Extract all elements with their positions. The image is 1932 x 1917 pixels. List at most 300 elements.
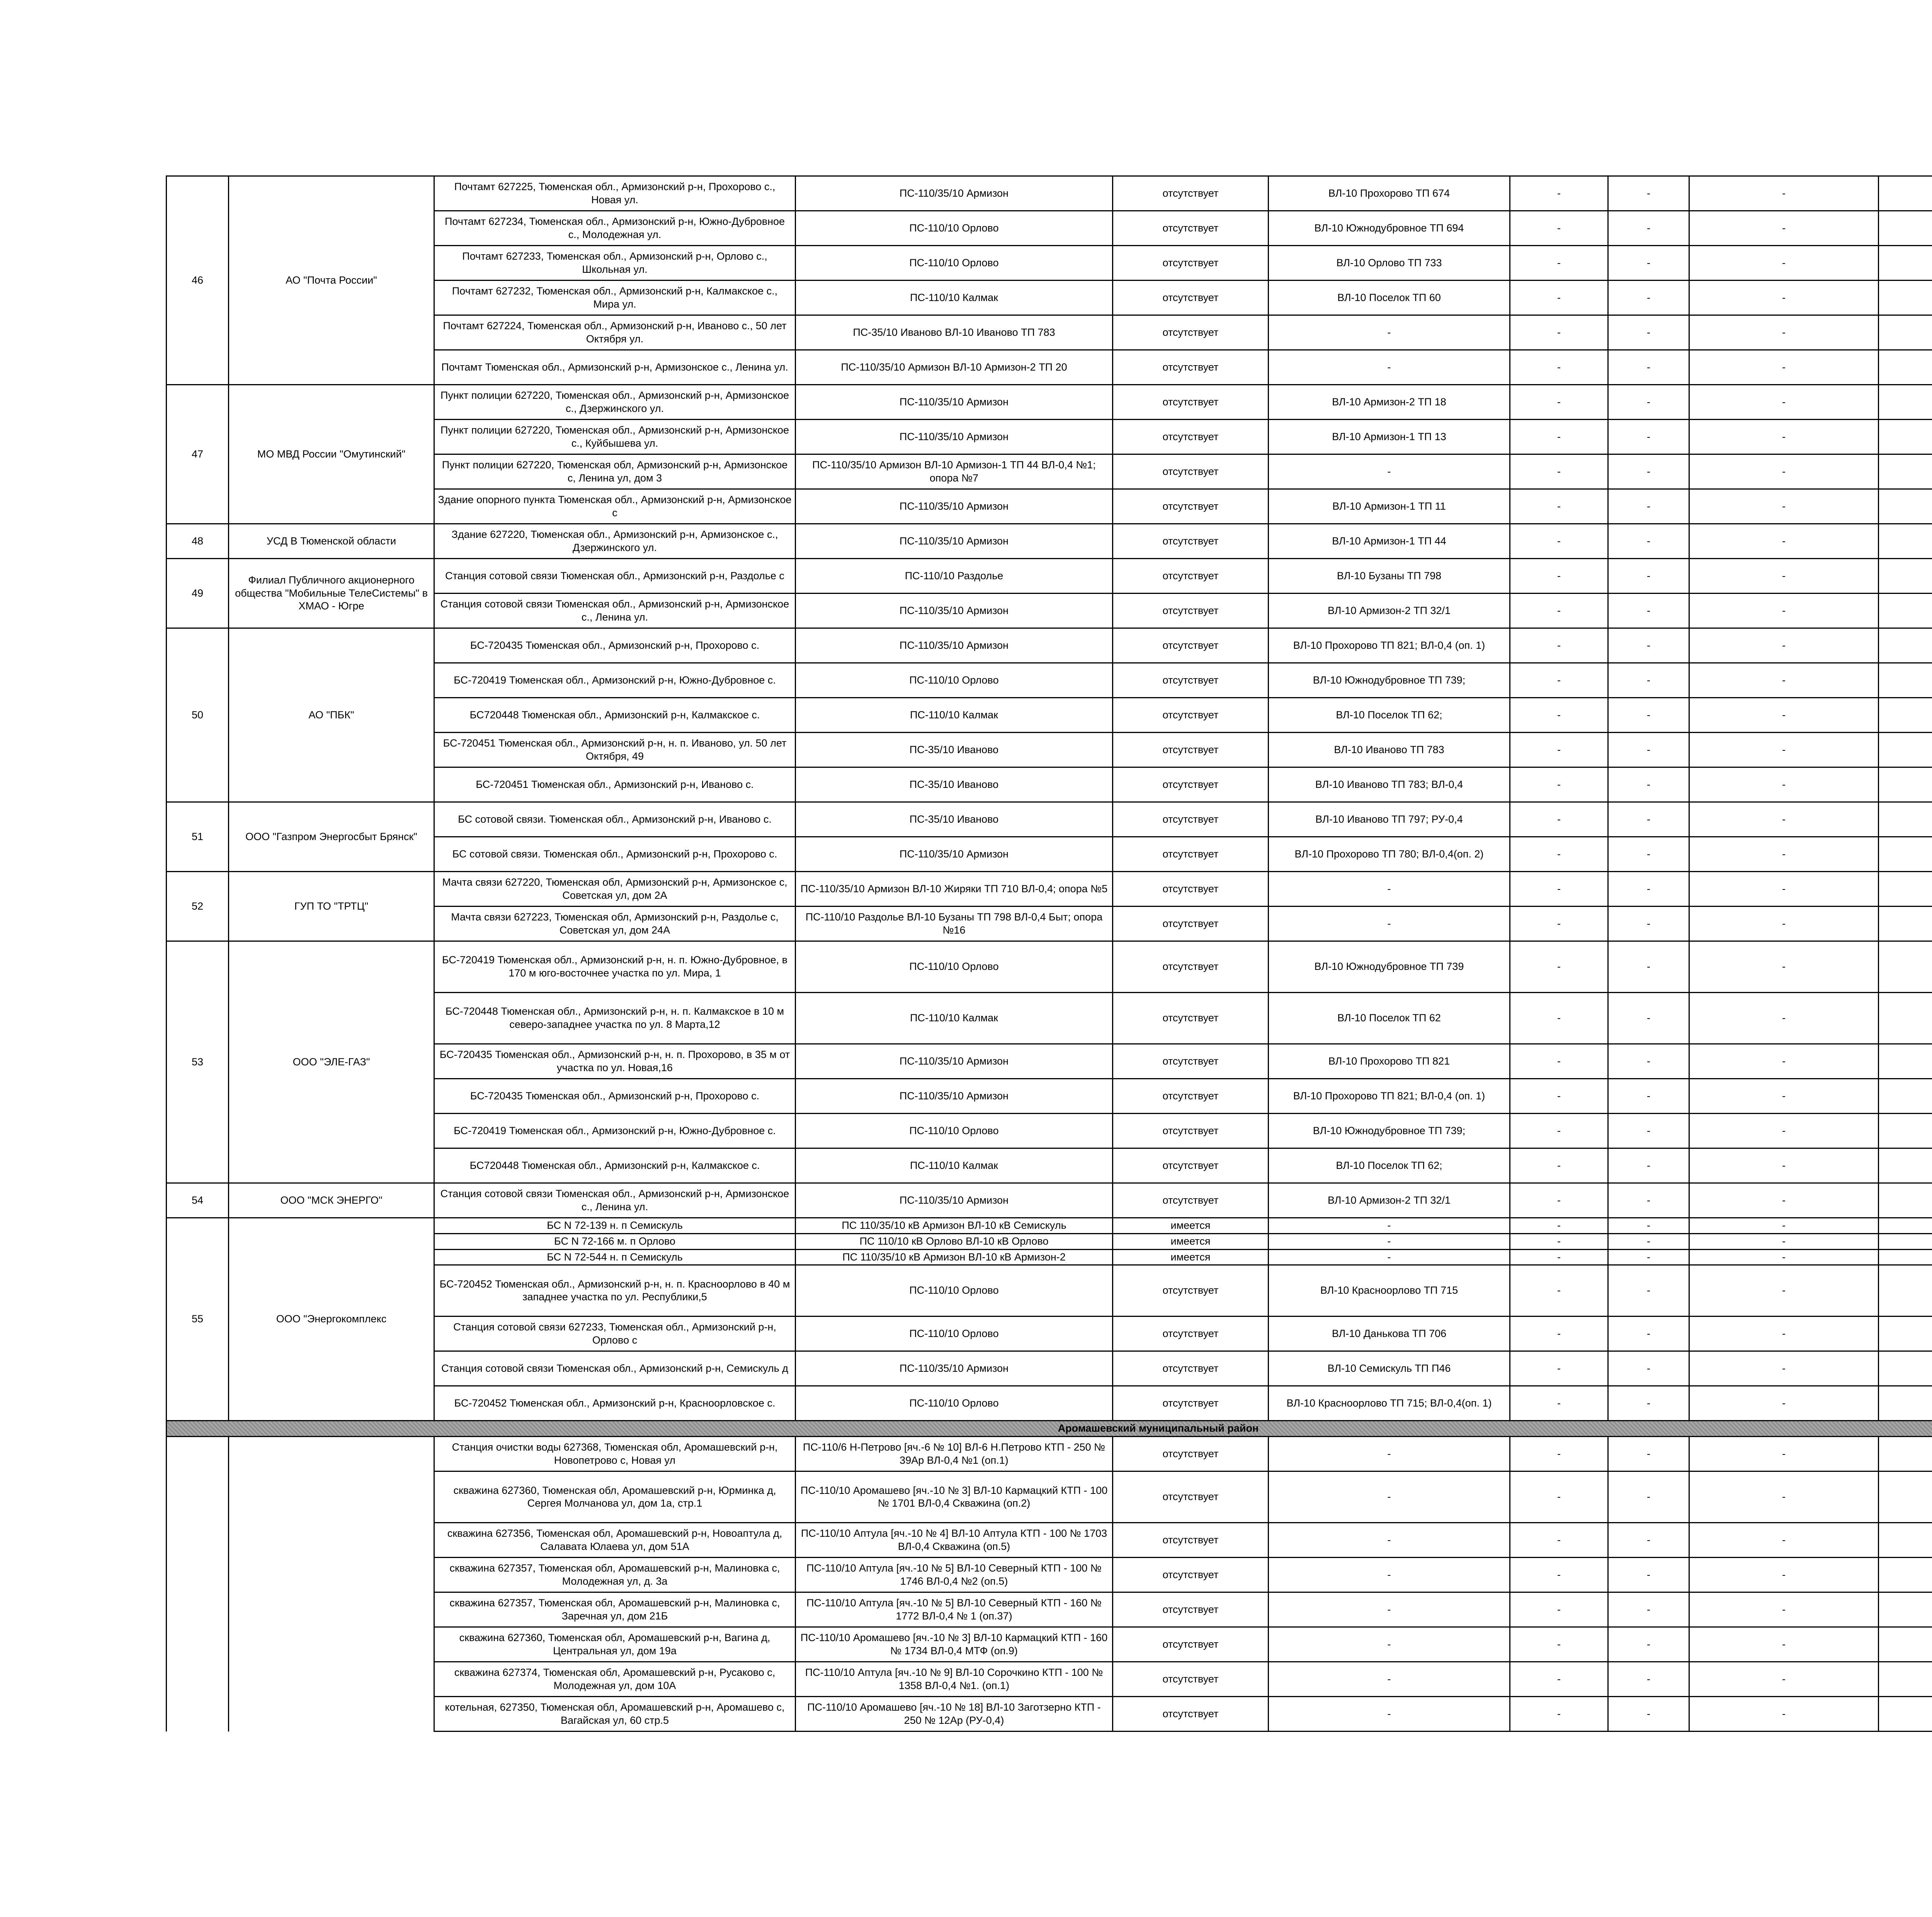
empty-value-cell bbox=[1879, 1523, 1932, 1558]
status-cell: отсутствует bbox=[1113, 767, 1269, 802]
empty-value-cell bbox=[1879, 524, 1932, 559]
empty-value-cell: - bbox=[1689, 1183, 1879, 1218]
status-cell: отсутствует bbox=[1113, 176, 1269, 211]
empty-value-cell: - bbox=[1689, 420, 1879, 454]
object-cell: БС-720435 Тюменская обл., Армизонский р-н, н. п. Прохорово, в 35 м от участка по ул. Новая,16 bbox=[434, 1044, 796, 1079]
organization-cell: АО "Почта России" bbox=[229, 176, 434, 385]
organization-cell: МО МВД России "Омутинский" bbox=[229, 385, 434, 524]
status-cell: отсутствует bbox=[1113, 1265, 1269, 1317]
empty-value-cell: - bbox=[1689, 1558, 1879, 1592]
row-number-cell: 47 bbox=[167, 385, 229, 524]
empty-value-cell: - bbox=[1510, 1183, 1608, 1218]
table-row bbox=[167, 1183, 1932, 1218]
status-cell: отсутствует bbox=[1113, 1317, 1269, 1351]
empty-value-cell: - bbox=[1689, 767, 1879, 802]
empty-value-cell: - bbox=[1510, 454, 1608, 489]
substation-cell: ПС-110/10 Аромашево [яч.-10 № 3] ВЛ-10 Кармацкий КТП - 100 № 1701 ВЛ-0,4 Скважина (оп.2) bbox=[796, 1471, 1113, 1523]
row-number-cell: 51 bbox=[167, 802, 229, 872]
empty-value-cell: - bbox=[1510, 281, 1608, 315]
empty-value-cell bbox=[1879, 1437, 1932, 1471]
status-cell: отсутствует bbox=[1113, 628, 1269, 663]
empty-value-cell bbox=[1879, 489, 1932, 524]
object-cell: Станция сотовой связи Тюменская обл., Армизонский р-н, Армизонское с., Ленина ул. bbox=[434, 1183, 796, 1218]
table-row bbox=[167, 559, 1932, 594]
empty-value-cell: - bbox=[1689, 837, 1879, 872]
empty-value-cell: - bbox=[1608, 1317, 1689, 1351]
line-cell: ВЛ-10 Южнодубровное ТП 739 bbox=[1269, 941, 1510, 993]
line-cell: ВЛ-10 Данькова ТП 706 bbox=[1269, 1317, 1510, 1351]
empty-value-cell: - bbox=[1689, 1697, 1879, 1732]
empty-value-cell bbox=[1879, 628, 1932, 663]
object-cell: скважина 627360, Тюменская обл, Аромашевский р-н, Юрминка д, Сергея Молчанова ул, дом 1а, стр.1 bbox=[434, 1471, 796, 1523]
empty-value-cell bbox=[1879, 315, 1932, 350]
object-cell: БС720448 Тюменская обл., Армизонский р-н, Калмакское с. bbox=[434, 1148, 796, 1183]
empty-value-cell: - bbox=[1689, 1148, 1879, 1183]
empty-value-cell: - bbox=[1689, 1523, 1879, 1558]
line-cell: ВЛ-10 Южнодубровное ТП 739; bbox=[1269, 1114, 1510, 1148]
line-cell: ВЛ-10 Армизон-2 ТП 32/1 bbox=[1269, 594, 1510, 628]
empty-value-cell: - bbox=[1608, 941, 1689, 993]
empty-value-cell: - bbox=[1608, 281, 1689, 315]
object-cell: БС-720435 Тюменская обл., Армизонский р-н, Прохорово с. bbox=[434, 628, 796, 663]
empty-value-cell: - bbox=[1608, 1386, 1689, 1421]
status-cell: отсутствует bbox=[1113, 907, 1269, 941]
status-cell: отсутствует bbox=[1113, 733, 1269, 767]
line-cell: - bbox=[1269, 1437, 1510, 1471]
empty-value-cell bbox=[1879, 1114, 1932, 1148]
substation-cell: ПС-110/35/10 Армизон bbox=[796, 837, 1113, 872]
line-cell: ВЛ-10 Семискуль ТП П46 bbox=[1269, 1351, 1510, 1386]
object-cell: Станция сотовой связи 627233, Тюменская обл., Армизонский р-н, Орлово с bbox=[434, 1317, 796, 1351]
status-cell: отсутствует bbox=[1113, 1558, 1269, 1592]
row-number-cell: 55 bbox=[167, 1218, 229, 1421]
empty-value-cell: - bbox=[1608, 1471, 1689, 1523]
object-cell: Станция сотовой связи Тюменская обл., Армизонский р-н, Раздолье с bbox=[434, 559, 796, 594]
line-cell: - bbox=[1269, 1233, 1510, 1249]
substation-cell: ПС-110/10 Калмак bbox=[796, 698, 1113, 733]
substation-cell: ПС-110/35/10 Армизон bbox=[796, 176, 1113, 211]
empty-value-cell bbox=[1879, 246, 1932, 281]
status-cell: отсутствует bbox=[1113, 281, 1269, 315]
substation-cell: ПС-110/10 Орлово bbox=[796, 1317, 1113, 1351]
empty-value-cell bbox=[1879, 1317, 1932, 1351]
empty-value-cell: - bbox=[1608, 698, 1689, 733]
empty-value-cell bbox=[1879, 1218, 1932, 1234]
empty-value-cell bbox=[1879, 1627, 1932, 1662]
empty-value-cell: - bbox=[1689, 1114, 1879, 1148]
empty-value-cell: - bbox=[1510, 489, 1608, 524]
object-cell: Пункт полиции 627220, Тюменская обл., Армизонский р-н, Армизонское с., Дзержинского ул. bbox=[434, 385, 796, 420]
status-cell: отсутствует bbox=[1113, 315, 1269, 350]
line-cell: ВЛ-10 Иваново ТП 783; ВЛ-0,4 bbox=[1269, 767, 1510, 802]
line-cell: ВЛ-10 Поселок ТП 60 bbox=[1269, 281, 1510, 315]
substation-cell: ПС 110/10 кВ Орлово ВЛ-10 кВ Орлово bbox=[796, 1233, 1113, 1249]
object-cell: скважина 627357, Тюменская обл, Аромашевский р-н, Малиновка с, Молодежная ул, д. 3а bbox=[434, 1558, 796, 1592]
substation-cell: ПС-110/10 Орлово bbox=[796, 1265, 1113, 1317]
empty-value-cell: - bbox=[1510, 1558, 1608, 1592]
object-cell: скважина 627360, Тюменская обл, Аромашевский р-н, Вагина д, Центральная ул, дом 19а bbox=[434, 1627, 796, 1662]
empty-value-cell: - bbox=[1608, 1558, 1689, 1592]
object-cell: БС N 72-166 м. п Орлово bbox=[434, 1233, 796, 1249]
row-number-cell: 49 bbox=[167, 559, 229, 628]
table-row bbox=[167, 872, 1932, 907]
line-cell: ВЛ-10 Армизон-2 ТП 18 bbox=[1269, 385, 1510, 420]
organization-cell: УСД В Тюменской области bbox=[229, 524, 434, 559]
empty-value-cell: - bbox=[1689, 211, 1879, 246]
empty-value-cell: - bbox=[1510, 993, 1608, 1044]
empty-value-cell: - bbox=[1689, 350, 1879, 385]
empty-value-cell: - bbox=[1608, 524, 1689, 559]
line-cell: ВЛ-10 Армизон-1 ТП 44 bbox=[1269, 524, 1510, 559]
row-number-cell: 50 bbox=[167, 628, 229, 802]
status-cell: отсутствует bbox=[1113, 802, 1269, 837]
object-cell: БС-720419 Тюменская обл., Армизонский р-н, Южно-Дубровное с. bbox=[434, 1114, 796, 1148]
line-cell: ВЛ-10 Армизон-1 ТП 11 bbox=[1269, 489, 1510, 524]
status-cell: отсутствует bbox=[1113, 941, 1269, 993]
status-cell: отсутствует bbox=[1113, 993, 1269, 1044]
status-cell: отсутствует bbox=[1113, 1044, 1269, 1079]
empty-value-cell: - bbox=[1510, 524, 1608, 559]
empty-value-cell: - bbox=[1510, 594, 1608, 628]
line-cell: ВЛ-10 Орлово ТП 733 bbox=[1269, 246, 1510, 281]
empty-value-cell: - bbox=[1608, 315, 1689, 350]
empty-value-cell bbox=[1879, 1558, 1932, 1592]
status-cell: отсутствует bbox=[1113, 1351, 1269, 1386]
substation-cell: ПС-35/10 Иваново ВЛ-10 Иваново ТП 783 bbox=[796, 315, 1113, 350]
status-cell: отсутствует bbox=[1113, 698, 1269, 733]
empty-value-cell: - bbox=[1510, 941, 1608, 993]
substation-cell: ПС-35/10 Иваново bbox=[796, 767, 1113, 802]
empty-value-cell: - bbox=[1510, 176, 1608, 211]
empty-value-cell: - bbox=[1689, 1627, 1879, 1662]
empty-value-cell bbox=[1879, 802, 1932, 837]
empty-value-cell: - bbox=[1608, 385, 1689, 420]
line-cell: - bbox=[1269, 907, 1510, 941]
status-cell: отсутствует bbox=[1113, 1437, 1269, 1471]
empty-value-cell: - bbox=[1510, 246, 1608, 281]
substation-cell: ПС-110/10 Калмак bbox=[796, 993, 1113, 1044]
empty-value-cell: - bbox=[1510, 1233, 1608, 1249]
empty-value-cell: - bbox=[1510, 315, 1608, 350]
status-cell: отсутствует bbox=[1113, 1183, 1269, 1218]
organization-cell: ООО "Энергокомплекс bbox=[229, 1218, 434, 1421]
table-row bbox=[167, 1437, 1932, 1471]
status-cell: отсутствует bbox=[1113, 350, 1269, 385]
empty-value-cell: - bbox=[1608, 1662, 1689, 1697]
substation-cell: ПС-110/35/10 Армизон bbox=[796, 489, 1113, 524]
empty-value-cell: - bbox=[1608, 1523, 1689, 1558]
empty-value-cell: - bbox=[1689, 1265, 1879, 1317]
empty-value-cell: - bbox=[1608, 802, 1689, 837]
empty-value-cell: - bbox=[1689, 993, 1879, 1044]
table-row bbox=[167, 802, 1932, 837]
status-cell: отсутствует bbox=[1113, 1627, 1269, 1662]
empty-value-cell: - bbox=[1689, 1218, 1879, 1234]
line-cell: - bbox=[1269, 454, 1510, 489]
empty-value-cell: - bbox=[1510, 1317, 1608, 1351]
empty-value-cell: - bbox=[1689, 1386, 1879, 1421]
table-row bbox=[167, 1218, 1932, 1234]
line-cell: - bbox=[1269, 350, 1510, 385]
status-cell: отсутствует bbox=[1113, 1697, 1269, 1732]
line-cell: - bbox=[1269, 1471, 1510, 1523]
status-cell: отсутствует bbox=[1113, 1662, 1269, 1697]
substation-cell: ПС-110/35/10 Армизон ВЛ-10 Жиряки ТП 710 ВЛ-0,4; опора №5 bbox=[796, 872, 1113, 907]
object-cell: БС-720451 Тюменская обл., Армизонский р-н, н. п. Иваново, ул. 50 лет Октября, 49 bbox=[434, 733, 796, 767]
empty-value-cell: - bbox=[1608, 1627, 1689, 1662]
substation-cell: ПС-110/35/10 Армизон bbox=[796, 524, 1113, 559]
status-cell: имеется bbox=[1113, 1233, 1269, 1249]
substation-cell: ПС-110/10 Орлово bbox=[796, 1386, 1113, 1421]
empty-value-cell: - bbox=[1608, 246, 1689, 281]
empty-value-cell: - bbox=[1510, 1662, 1608, 1697]
substation-cell: ПС-35/10 Иваново bbox=[796, 733, 1113, 767]
status-cell: отсутствует bbox=[1113, 385, 1269, 420]
empty-value-cell: - bbox=[1689, 628, 1879, 663]
status-cell: отсутствует bbox=[1113, 1114, 1269, 1148]
empty-value-cell: - bbox=[1510, 350, 1608, 385]
empty-value-cell: - bbox=[1689, 1249, 1879, 1265]
empty-value-cell: - bbox=[1510, 420, 1608, 454]
substation-cell: ПС-110/35/10 Армизон bbox=[796, 1044, 1113, 1079]
status-cell: отсутствует bbox=[1113, 246, 1269, 281]
object-cell: котельная, 627350, Тюменская обл, Аромашевский р-н, Аромашево с, Вагайская ул, 60 стр.5 bbox=[434, 1697, 796, 1732]
substation-cell: ПС-110/10 Аптула [яч.-10 № 4] ВЛ-10 Аптула КТП - 100 № 1703 ВЛ-0,4 Скважина (оп.5) bbox=[796, 1523, 1113, 1558]
empty-value-cell: - bbox=[1689, 315, 1879, 350]
object-cell: Станция сотовой связи Тюменская обл., Армизонский р-н, Армизонское с., Ленина ул. bbox=[434, 594, 796, 628]
organization-cell: АО "ПБК" bbox=[229, 628, 434, 802]
line-cell: - bbox=[1269, 1592, 1510, 1627]
empty-value-cell: - bbox=[1608, 1233, 1689, 1249]
line-cell: ВЛ-10 Иваново ТП 783 bbox=[1269, 733, 1510, 767]
empty-value-cell: - bbox=[1510, 767, 1608, 802]
object-cell: Пункт полиции 627220, Тюменская обл, Армизонский р-н, Армизонское с, Ленина ул, дом 3 bbox=[434, 454, 796, 489]
empty-value-cell: - bbox=[1608, 628, 1689, 663]
empty-value-cell: - bbox=[1608, 454, 1689, 489]
empty-value-cell: - bbox=[1608, 837, 1689, 872]
empty-row-number-cell bbox=[167, 1437, 229, 1732]
substation-cell: ПС-110/10 Орлово bbox=[796, 211, 1113, 246]
status-cell: имеется bbox=[1113, 1249, 1269, 1265]
empty-value-cell bbox=[1879, 594, 1932, 628]
substation-cell: ПС-110/35/10 Армизон ВЛ-10 Армизон-1 ТП 44 ВЛ-0,4 №1; опора №7 bbox=[796, 454, 1113, 489]
empty-value-cell bbox=[1879, 907, 1932, 941]
empty-value-cell: - bbox=[1510, 1148, 1608, 1183]
empty-value-cell: - bbox=[1510, 733, 1608, 767]
empty-value-cell: - bbox=[1510, 1471, 1608, 1523]
empty-value-cell: - bbox=[1689, 246, 1879, 281]
row-number-cell: 52 bbox=[167, 872, 229, 941]
empty-value-cell: - bbox=[1608, 1183, 1689, 1218]
empty-value-cell: - bbox=[1608, 350, 1689, 385]
substation-cell: ПС 110/35/10 кВ Армизон ВЛ-10 кВ Семискуль bbox=[796, 1218, 1113, 1234]
substation-cell: ПС-110/35/10 Армизон ВЛ-10 Армизон-2 ТП 20 bbox=[796, 350, 1113, 385]
row-number-cell: 48 bbox=[167, 524, 229, 559]
empty-value-cell: - bbox=[1608, 211, 1689, 246]
status-cell: отсутствует bbox=[1113, 524, 1269, 559]
substation-cell: ПС-110/10 Калмак bbox=[796, 281, 1113, 315]
empty-value-cell bbox=[1879, 1592, 1932, 1627]
empty-value-cell: - bbox=[1689, 698, 1879, 733]
empty-value-cell bbox=[1879, 698, 1932, 733]
table-row bbox=[167, 628, 1932, 663]
substation-cell: ПС-110/10 Орлово bbox=[796, 1114, 1113, 1148]
empty-value-cell bbox=[1879, 1249, 1932, 1265]
empty-value-cell: - bbox=[1689, 1044, 1879, 1079]
empty-value-cell: - bbox=[1689, 1592, 1879, 1627]
substation-cell: ПС-110/10 Орлово bbox=[796, 941, 1113, 993]
substation-cell: ПС-110/35/10 Армизон bbox=[796, 1351, 1113, 1386]
empty-value-cell: - bbox=[1608, 767, 1689, 802]
row-number-cell: 54 bbox=[167, 1183, 229, 1218]
empty-value-cell bbox=[1879, 872, 1932, 907]
empty-value-cell: - bbox=[1689, 1662, 1879, 1697]
empty-value-cell bbox=[1879, 211, 1932, 246]
table-row bbox=[167, 385, 1932, 420]
object-cell: БС-720419 Тюменская обл., Армизонский р-н, Южно-Дубровное с. bbox=[434, 663, 796, 698]
substation-cell: ПС 110/35/10 кВ Армизон ВЛ-10 кВ Армизон-2 bbox=[796, 1249, 1113, 1265]
section-header-row bbox=[167, 1421, 1932, 1437]
status-cell: отсутствует bbox=[1113, 594, 1269, 628]
line-cell: - bbox=[1269, 1218, 1510, 1234]
empty-value-cell: - bbox=[1510, 1523, 1608, 1558]
substation-cell: ПС-110/35/10 Армизон bbox=[796, 1183, 1113, 1218]
empty-value-cell: - bbox=[1608, 1351, 1689, 1386]
empty-value-cell: - bbox=[1689, 454, 1879, 489]
empty-value-cell: - bbox=[1689, 281, 1879, 315]
empty-value-cell: - bbox=[1689, 1437, 1879, 1471]
empty-value-cell: - bbox=[1608, 1592, 1689, 1627]
empty-value-cell: - bbox=[1510, 385, 1608, 420]
empty-value-cell: - bbox=[1510, 1592, 1608, 1627]
object-cell: БС сотовой связи. Тюменская обл., Армизонский р-н, Прохорово с. bbox=[434, 837, 796, 872]
empty-value-cell: - bbox=[1689, 489, 1879, 524]
object-cell: Станция сотовой связи Тюменская обл., Армизонский р-н, Семискуль д bbox=[434, 1351, 796, 1386]
empty-value-cell: - bbox=[1689, 802, 1879, 837]
empty-value-cell bbox=[1879, 1148, 1932, 1183]
substation-cell: ПС-110/10 Аптула [яч.-10 № 5] ВЛ-10 Северный КТП - 100 № 1746 ВЛ-0,4 №2 (оп.5) bbox=[796, 1558, 1113, 1592]
empty-value-cell bbox=[1879, 281, 1932, 315]
object-cell: БС-720452 Тюменская обл., Армизонский р-н, Красноорловское с. bbox=[434, 1386, 796, 1421]
empty-value-cell bbox=[1879, 1471, 1932, 1523]
empty-value-cell: - bbox=[1608, 663, 1689, 698]
empty-value-cell bbox=[1879, 420, 1932, 454]
table-row bbox=[167, 176, 1932, 211]
status-cell: отсутствует bbox=[1113, 489, 1269, 524]
line-cell: ВЛ-10 Красноорлово ТП 715; ВЛ-0,4(оп. 1) bbox=[1269, 1386, 1510, 1421]
empty-value-cell: - bbox=[1608, 1265, 1689, 1317]
empty-value-cell: - bbox=[1510, 663, 1608, 698]
organization-cell: ООО "Газпром Энергосбыт Брянск" bbox=[229, 802, 434, 872]
object-cell: БС-720448 Тюменская обл., Армизонский р-н, н. п. Калмакское в 10 м северо-западнее участка по ул. 8 Марта,12 bbox=[434, 993, 796, 1044]
empty-value-cell bbox=[1879, 454, 1932, 489]
line-cell: ВЛ-10 Южнодубровное ТП 739; bbox=[1269, 663, 1510, 698]
line-cell: ВЛ-10 Поселок ТП 62; bbox=[1269, 1148, 1510, 1183]
table-row bbox=[167, 941, 1932, 993]
empty-value-cell bbox=[1879, 1386, 1932, 1421]
line-cell: ВЛ-10 Прохорово ТП 821 bbox=[1269, 1044, 1510, 1079]
empty-value-cell: - bbox=[1608, 559, 1689, 594]
empty-value-cell: - bbox=[1608, 1114, 1689, 1148]
empty-value-cell: - bbox=[1608, 594, 1689, 628]
empty-value-cell: - bbox=[1608, 993, 1689, 1044]
object-cell: Почтамт 627225, Тюменская обл., Армизонский р-н, Прохорово с., Новая ул. bbox=[434, 176, 796, 211]
empty-value-cell: - bbox=[1608, 1437, 1689, 1471]
empty-value-cell: - bbox=[1510, 837, 1608, 872]
empty-value-cell bbox=[1879, 1265, 1932, 1317]
status-cell: отсутствует bbox=[1113, 420, 1269, 454]
line-cell: ВЛ-10 Южнодубровное ТП 694 bbox=[1269, 211, 1510, 246]
empty-value-cell: - bbox=[1510, 1437, 1608, 1471]
empty-value-cell: - bbox=[1689, 176, 1879, 211]
empty-value-cell bbox=[1879, 1233, 1932, 1249]
status-cell: отсутствует bbox=[1113, 1592, 1269, 1627]
empty-value-cell: - bbox=[1510, 1351, 1608, 1386]
line-cell: ВЛ-10 Армизон-1 ТП 13 bbox=[1269, 420, 1510, 454]
object-cell: Почтамт 627224, Тюменская обл., Армизонский р-н, Иваново с., 50 лет Октября ул. bbox=[434, 315, 796, 350]
empty-value-cell: - bbox=[1689, 524, 1879, 559]
empty-value-cell: - bbox=[1689, 1351, 1879, 1386]
line-cell: - bbox=[1269, 1627, 1510, 1662]
empty-value-cell: - bbox=[1510, 1114, 1608, 1148]
line-cell: - bbox=[1269, 872, 1510, 907]
substation-cell: ПС-110/35/10 Армизон bbox=[796, 1079, 1113, 1114]
status-cell: отсутствует bbox=[1113, 559, 1269, 594]
empty-value-cell bbox=[1879, 559, 1932, 594]
empty-value-cell: - bbox=[1510, 1218, 1608, 1234]
substation-cell: ПС-110/35/10 Армизон bbox=[796, 420, 1113, 454]
data-table bbox=[166, 175, 1932, 1732]
substation-cell: ПС-110/10 Раздолье bbox=[796, 559, 1113, 594]
substation-cell: ПС-110/10 Аптула [яч.-10 № 9] ВЛ-10 Сорочкино КТП - 100 № 1358 ВЛ-0,4 №1. (оп.1) bbox=[796, 1662, 1113, 1697]
line-cell: ВЛ-10 Прохорово ТП 780; ВЛ-0,4(оп. 2) bbox=[1269, 837, 1510, 872]
status-cell: отсутствует bbox=[1113, 1471, 1269, 1523]
empty-value-cell: - bbox=[1510, 1079, 1608, 1114]
object-cell: скважина 627357, Тюменская обл, Аромашевский р-н, Малиновка с, Заречная ул, дом 21Б bbox=[434, 1592, 796, 1627]
empty-value-cell: - bbox=[1608, 1148, 1689, 1183]
substation-cell: ПС-35/10 Иваново bbox=[796, 802, 1113, 837]
empty-value-cell: - bbox=[1608, 872, 1689, 907]
empty-value-cell: - bbox=[1510, 1265, 1608, 1317]
empty-value-cell: - bbox=[1510, 1044, 1608, 1079]
empty-value-cell: - bbox=[1608, 907, 1689, 941]
substation-cell: ПС-110/10 Аромашево [яч.-10 № 3] ВЛ-10 Кармацкий КТП - 160 № 1734 ВЛ-0,4 МТФ (оп.9) bbox=[796, 1627, 1113, 1662]
object-cell: БС-720419 Тюменская обл., Армизонский р-н, н. п. Южно-Дубровное, в 170 м юго-восточнее участка по ул. Мира, 1 bbox=[434, 941, 796, 993]
row-number-cell: 46 bbox=[167, 176, 229, 385]
line-cell: - bbox=[1269, 315, 1510, 350]
empty-value-cell: - bbox=[1689, 1317, 1879, 1351]
empty-value-cell: - bbox=[1510, 872, 1608, 907]
status-cell: отсутствует bbox=[1113, 1386, 1269, 1421]
substation-cell: ПС-110/10 Орлово bbox=[796, 246, 1113, 281]
organization-cell: Филиал Публичного акционерного общества "Мобильные ТелеСистемы" в ХМАО - Югре bbox=[229, 559, 434, 628]
object-cell: БС-720452 Тюменская обл., Армизонский р-н, н. п. Красноорлово в 40 м западнее участка по ул. Республики,5 bbox=[434, 1265, 796, 1317]
line-cell: ВЛ-10 Красноорлово ТП 715 bbox=[1269, 1265, 1510, 1317]
line-cell: ВЛ-10 Прохорово ТП 821; ВЛ-0,4 (оп. 1) bbox=[1269, 628, 1510, 663]
substation-cell: ПС-110/6 Н-Петрово [яч.-6 № 10] ВЛ-6 Н.Петрово КТП - 250 № 39Ар ВЛ-0,4 №1 (оп.1) bbox=[796, 1437, 1113, 1471]
object-cell: Здание 627220, Тюменская обл., Армизонский р-н, Армизонское с., Дзержинского ул. bbox=[434, 524, 796, 559]
empty-value-cell bbox=[1879, 767, 1932, 802]
empty-value-cell bbox=[1879, 733, 1932, 767]
empty-value-cell: - bbox=[1608, 420, 1689, 454]
empty-value-cell: - bbox=[1510, 211, 1608, 246]
line-cell: - bbox=[1269, 1558, 1510, 1592]
empty-value-cell bbox=[1879, 993, 1932, 1044]
empty-value-cell: - bbox=[1608, 489, 1689, 524]
line-cell: ВЛ-10 Бузаны ТП 798 bbox=[1269, 559, 1510, 594]
empty-value-cell: - bbox=[1608, 1044, 1689, 1079]
substation-cell: ПС-110/10 Аромашево [яч.-10 № 18] ВЛ-10 Заготзерно КТП - 250 № 12Ар (РУ-0,4) bbox=[796, 1697, 1113, 1732]
